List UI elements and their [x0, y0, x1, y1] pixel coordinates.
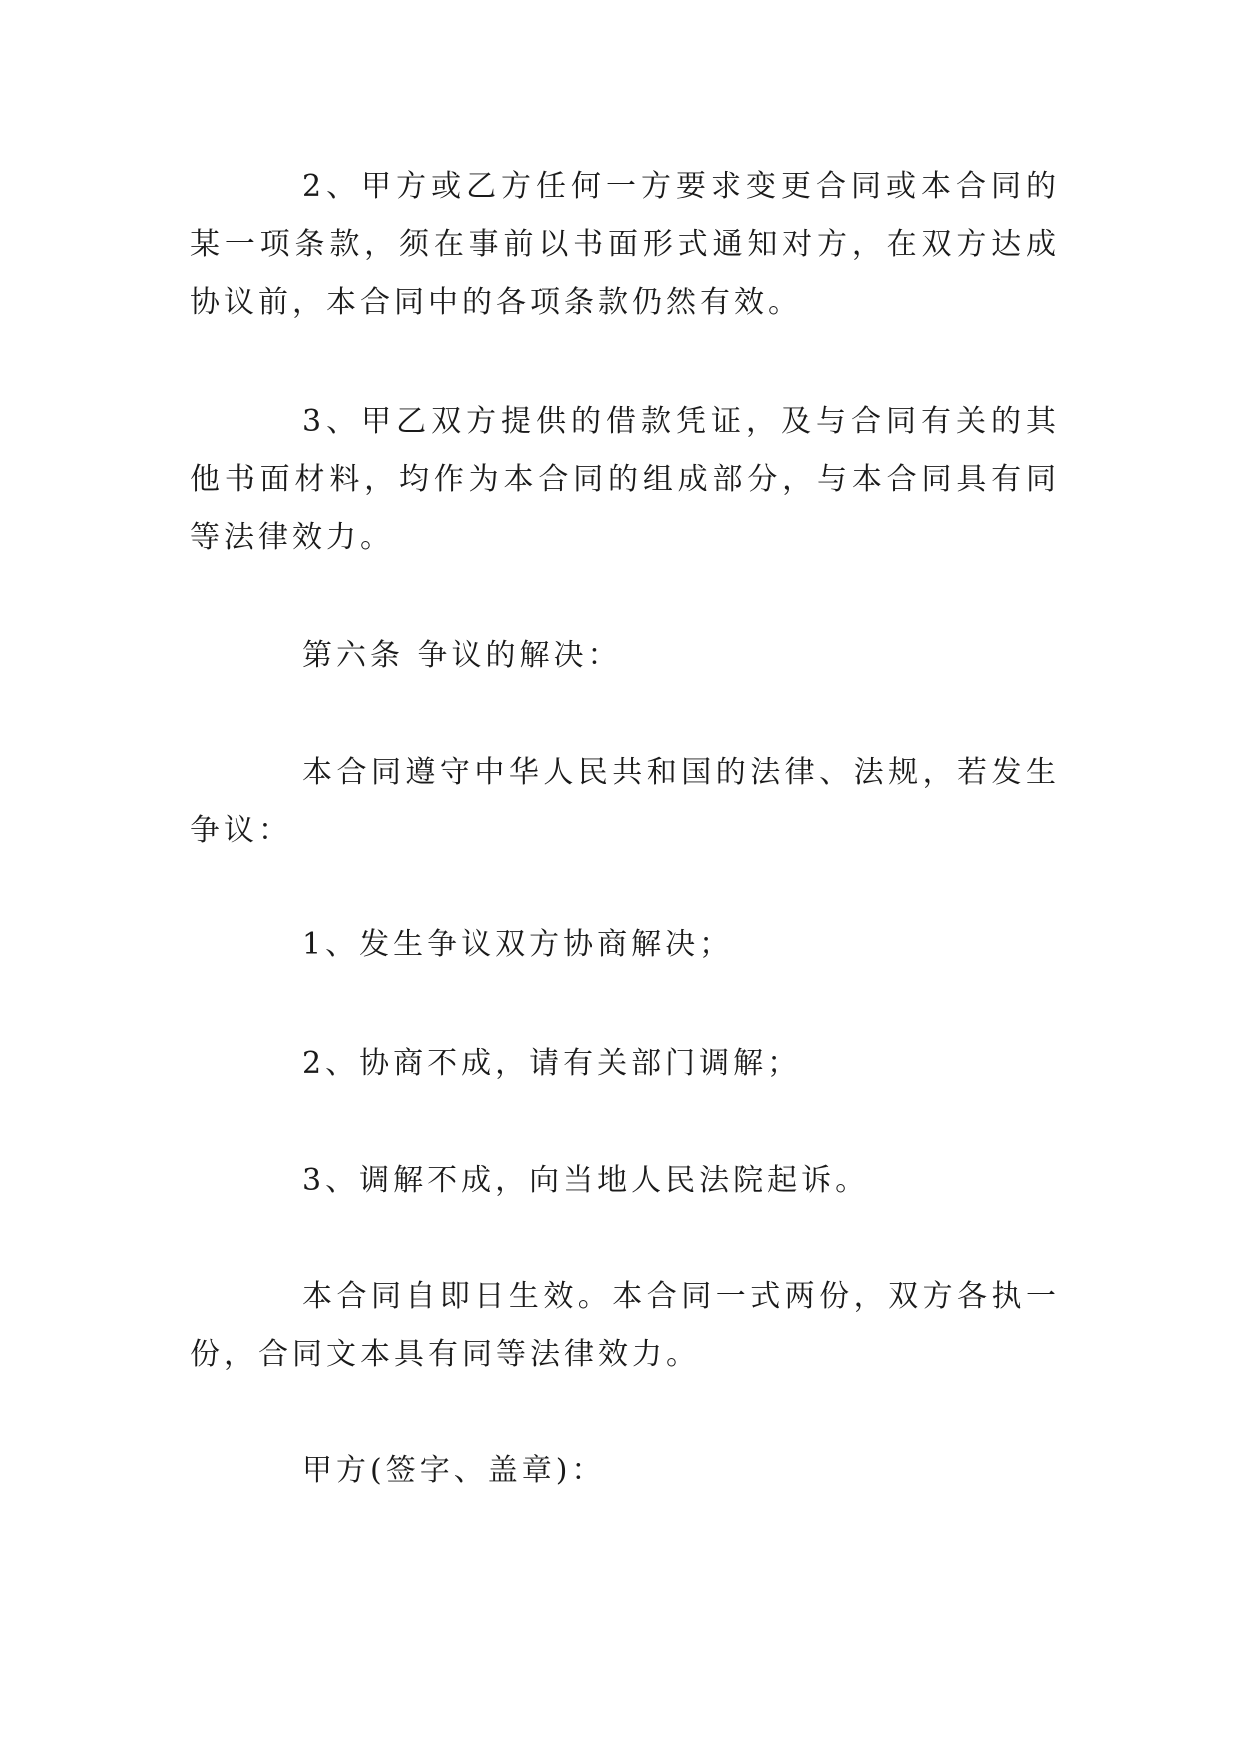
clause-paragraph-supporting-documents: 3、甲乙双方提供的借款凭证，及与合同有关的其他书面材料，均作为本合同的组成部分，与本合同具有同等法律效力。 — [190, 404, 1060, 555]
clause-paragraph-amendment: 2、甲方或乙方任何一方要求变更合同或本合同的某一项条款，须在事前以书面形式通知对方，在双方达成协议前，本合同中的各项条款仍然有效。 — [190, 169, 1060, 320]
article-heading-dispute-resolution: 第六条 争议的解决： — [302, 638, 622, 673]
list-item-mediation: 2、协商不成，请有关部门调解； — [302, 1046, 802, 1081]
signature-line-party-a: 甲方(签字、盖章)： — [302, 1453, 606, 1488]
list-item-negotiation: 1、发生争议双方协商解决； — [302, 927, 734, 962]
clause-paragraph-effectiveness: 本合同自即日生效。本合同一式两份，双方各执一份，合同文本具有同等法律效力。 — [190, 1279, 1060, 1372]
clause-paragraph-governing-law: 本合同遵守中华人民共和国的法律、法规，若发生争议： — [190, 755, 1060, 848]
list-item-litigation: 3、调解不成，向当地人民法院起诉。 — [302, 1163, 870, 1198]
